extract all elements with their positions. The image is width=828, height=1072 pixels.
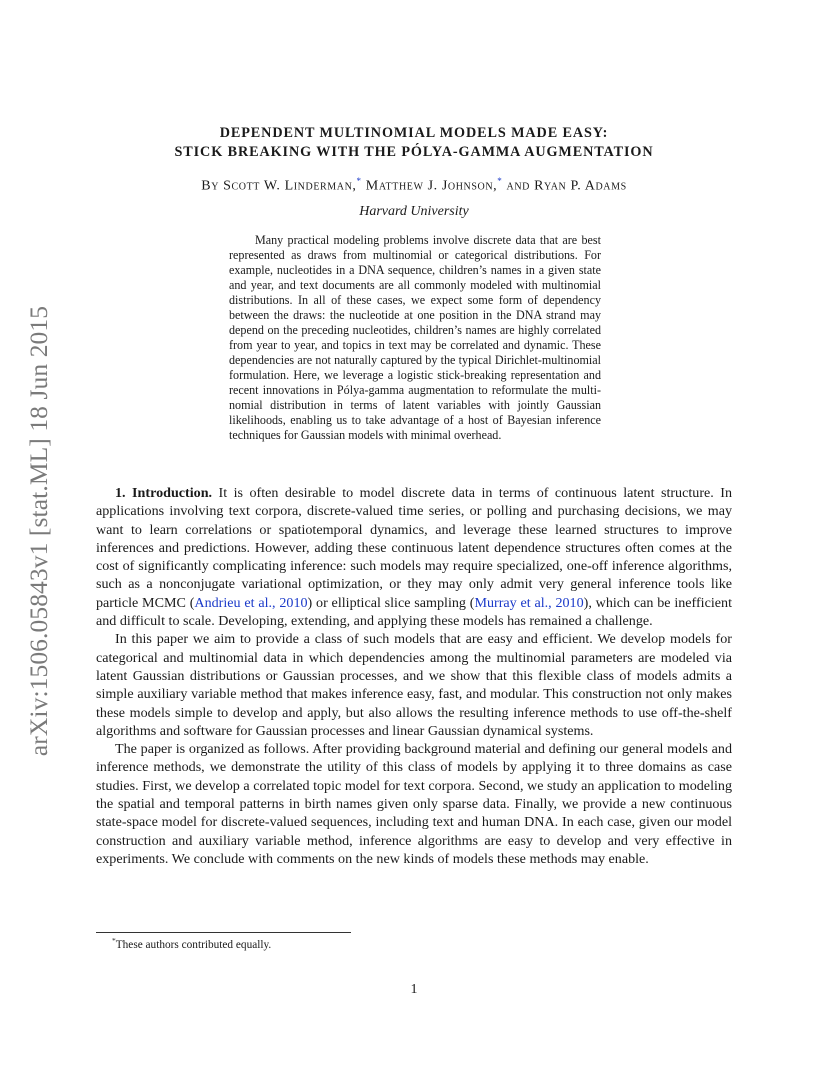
- intro-p1-text-b: ) or elliptical slice sampling (: [307, 594, 475, 611]
- intro-paragraph-2: In this paper we aim to provide a class of such models that are easy and efficient. We develop models for categorical and multinomial data in which dependencies among the multinomial parameters are modeled via latent Gaussian distributions or Gaussian processes, and we show that this flexible class of models admits a simple auxiliary variable method that makes inference easy, fast, and modular. This construction not only makes these models simple to develop and apply, but also allows the resulting inference methods to use off-the-shelf algorithms and software for Gaussian processes and linear Gaussian dynamical systems.: [96, 631, 732, 739]
- author-johnson: Matthew J. Johnson,: [365, 178, 498, 194]
- abstract: Many practical modeling problems involve discrete data that are best represented as draws from multinomial or categorical distributions. For example, nucleotides in a DNA sequence, children’s names in a given state and year, and text documents are all commonly modeled with multinomial distributions. In all of these cases, we expect some form of dependency between the draws: the nucleotide at one position in the DNA strand may depend on the preceding nucleotides, children’s names are highly correlated from year to year, and topics in text may be correlated and dynamic. These dependencies are not naturally captured by the typical Dirichlet-multinomial formulation. Here, we leverage a logistic stick-breaking representation and recent innovations in Pólya-gamma augmentation to reformulate the multinomial distribution in terms of latent variables with jointly Gaussian likelihoods, enabling us to take advantage of a host of Bayesian inference techniques for Gaussian models with minimal overhead.: [229, 233, 601, 443]
- arxiv-identifier-stamp: [18, 283, 60, 778]
- footnote: [112, 936, 271, 951]
- page-number: 1: [410, 982, 418, 997]
- section-number: 1.: [115, 485, 126, 501]
- citation-andrieu-2010[interactable]: Andrieu et al., 2010: [194, 594, 308, 611]
- intro-paragraph-3: The paper is organized as follows. After providing background material and defining our general models and inference methods, we demonstrate the utility of this class of models by applying it to three domains as case studies. First, we develop a correlated topic model for text corpora. Second, we study an application to modeling the spatial and temporal patterns in birth names given only sparse data. Finally, we provide a new continuous state-space model for discrete-valued sequences, including text and human DNA. In each case, given our model construction and auxiliary variable method, inference algorithms are easy to develop and very effective in experiments. We conclude with comments on the new kinds of models these methods may enable.: [96, 741, 732, 867]
- intro-p1-text-c: ), which can be inefficient and difficult to scale. Developing, extending, and applying these models has remained a challenge.: [96, 594, 732, 630]
- affiliation: Harvard University: [359, 204, 469, 219]
- author-line: [96, 176, 732, 195]
- introduction-section: [96, 484, 732, 868]
- intro-paragraph-1: [96, 484, 732, 630]
- title-line-1: DEPENDENT MULTINOMIAL MODELS MADE EASY:: [219, 125, 609, 141]
- footnote-mark: *: [112, 936, 116, 945]
- paper-title: [96, 124, 732, 162]
- by-label: By: [201, 178, 220, 194]
- citation-murray-2010[interactable]: Murray et al., 2010: [474, 594, 584, 611]
- intro-p1-text-a: It is often desirable to model discrete data in terms of continuous latent structure. In applications involving text corpora, discrete-valued time series, or polling and purchasing decisions, we may want to learn correlations or spatiotemporal dynamics, and leverage these learned structures to improve inferences and predictions. However, adding these continuous latent dependence structures often comes at the cost of significantly complicating inference: such models may require specialized, one-off inference algorithms, such as a nonconjugate variational optimization, or they may only admit very general inference tools like particle MCMC (: [96, 485, 732, 611]
- author-footnote-mark-1[interactable]: *: [356, 176, 362, 186]
- arxiv-identifier-text: arXiv:1506.05843v1 [stat.ML] 18 Jun 2015: [24, 305, 53, 756]
- author-linderman: Scott W. Linderman,: [223, 178, 357, 194]
- author-footnote-mark-2[interactable]: *: [497, 176, 503, 186]
- title-line-2: STICK BREAKING WITH THE PÓLYA-GAMMA AUGMENTATION: [174, 144, 654, 160]
- section-heading: Introduction.: [132, 485, 213, 501]
- and-label: and: [506, 178, 530, 194]
- footnote-text: These authors contributed equally.: [115, 938, 272, 951]
- author-adams: Ryan P. Adams: [534, 178, 627, 194]
- footnote-divider: [96, 932, 351, 933]
